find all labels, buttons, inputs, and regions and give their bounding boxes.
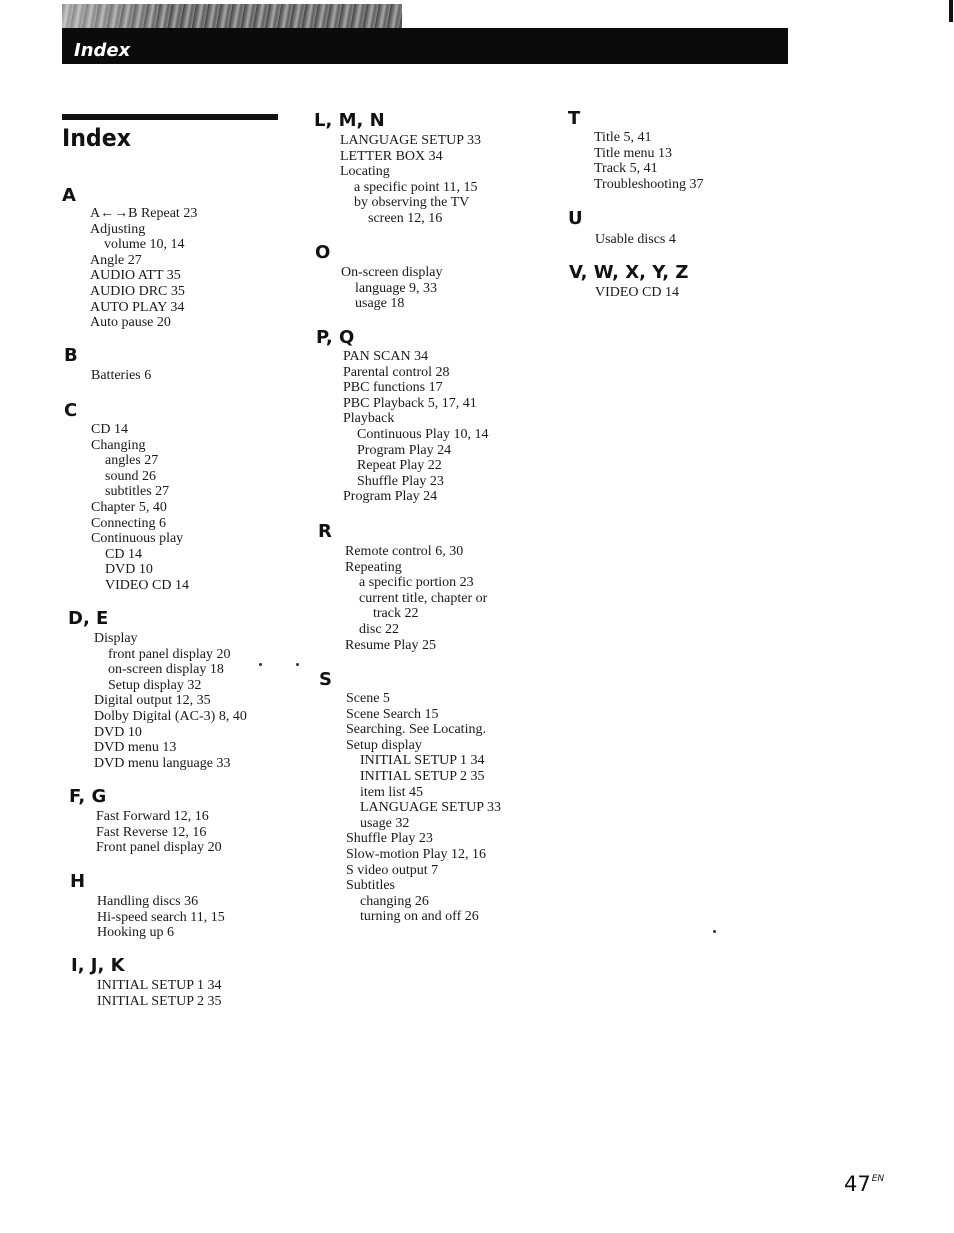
section-entries <box>340 133 481 227</box>
index-entry: A←→B Repeat 23 <box>90 206 198 221</box>
index-entry: usage 32 <box>360 815 410 831</box>
index-entry: CD 14 <box>91 422 128 437</box>
section-heading: I, J, K <box>71 955 125 976</box>
page-title: Index <box>62 124 131 152</box>
index-entry: item list 45 <box>360 784 423 800</box>
index-entry: Title 5, 41 <box>594 130 652 145</box>
index-entry: Troubleshooting 37 <box>594 176 704 192</box>
index-entry: Shuffle Play 23 <box>357 473 444 489</box>
index-entry: DVD menu language 33 <box>94 755 231 771</box>
index-entry: PAN SCAN 34 <box>343 349 429 364</box>
section-entries <box>91 368 151 384</box>
index-entry: INITIAL SETUP 1 34 <box>360 753 485 769</box>
index-entry: by observing the TV <box>354 195 470 211</box>
index-entry: LANGUAGE SETUP 33 <box>340 133 482 148</box>
index-entry: a specific point 11, 15 <box>354 179 478 195</box>
index-entry: Subtitles <box>346 878 396 894</box>
index-entry: Repeating <box>345 559 402 575</box>
index-entry: disc 22 <box>359 621 400 637</box>
section-entries <box>595 232 676 248</box>
index-entry: Parental control 28 <box>343 364 450 380</box>
section-heading: O <box>315 242 331 263</box>
section-entries <box>594 130 704 192</box>
scan-speck <box>296 663 299 666</box>
section-entries <box>94 631 247 771</box>
index-entry: Display <box>94 631 138 646</box>
index-entry: VIDEO CD 14 <box>105 577 189 593</box>
section-heading: C <box>64 400 78 421</box>
index-entry: INITIAL SETUP 2 35 <box>97 993 222 1009</box>
index-entry: current title, chapter or <box>359 590 488 606</box>
index-entry: Title menu 13 <box>594 145 673 161</box>
index-entry: Front panel display 20 <box>96 840 222 856</box>
index-entry: Setup display <box>346 737 422 753</box>
index-entry: LETTER BOX 34 <box>340 148 443 164</box>
index-entry: AUDIO DRC 35 <box>90 283 185 299</box>
index-entry: DVD menu 13 <box>94 740 177 756</box>
index-entry: sound 26 <box>105 468 156 484</box>
index-entry: Handling discs 36 <box>97 894 199 909</box>
index-entry: DVD 10 <box>105 562 153 578</box>
index-entry: Shuffle Play 23 <box>346 831 433 847</box>
section-heading: D, E <box>68 608 109 629</box>
index-entry: Auto pause 20 <box>90 315 171 331</box>
index-entry: Usable discs 4 <box>595 232 676 247</box>
section-entries <box>97 978 222 1009</box>
page-number-value: 47 <box>844 1172 871 1196</box>
section-entries <box>341 265 442 312</box>
index-entry: Searching. See Locating. <box>346 722 486 738</box>
section-heading: S <box>319 669 332 690</box>
header-bar <box>62 28 788 64</box>
index-entry: Scene 5 <box>346 691 390 706</box>
index-entry: Program Play 24 <box>357 442 452 458</box>
index-entry: volume 10, 14 <box>104 237 185 253</box>
index-entry: angles 27 <box>105 453 159 469</box>
index-entry: INITIAL SETUP 1 34 <box>97 978 222 993</box>
header-label: Index <box>74 40 131 61</box>
index-entry: AUTO PLAY 34 <box>90 299 185 315</box>
index-entry: INITIAL SETUP 2 35 <box>360 768 485 784</box>
section-entries <box>343 349 488 505</box>
index-entry: Chapter 5, 40 <box>91 499 167 515</box>
index-entry: DVD 10 <box>94 724 142 740</box>
section-heading: U <box>568 208 583 229</box>
index-entry: Slow-motion Play 12, 16 <box>346 846 487 862</box>
index-entry: On-screen display <box>341 265 443 280</box>
index-entry: Changing <box>91 437 146 453</box>
index-entry: PBC Playback 5, 17, 41 <box>343 395 477 411</box>
section-heading: V, W, X, Y, Z <box>569 262 689 283</box>
index-entry: Scene Search 15 <box>346 706 439 722</box>
index-entry: Track 5, 41 <box>594 161 658 177</box>
section-heading: L, M, N <box>314 110 385 131</box>
scan-speck <box>713 930 716 933</box>
index-entry: Continuous play <box>91 531 184 547</box>
index-entry: Locating <box>340 164 390 180</box>
index-entry: Playback <box>343 411 395 427</box>
index-entry: Hi-speed search 11, 15 <box>97 909 225 925</box>
index-entry: Program Play 24 <box>343 489 438 505</box>
section-heading: B <box>64 345 78 366</box>
section-heading: F, G <box>69 786 107 807</box>
section-entries <box>91 422 189 594</box>
index-entry: changing 26 <box>360 893 429 909</box>
index-entry: front panel display 20 <box>108 646 231 662</box>
index-entry: Repeat Play 22 <box>357 458 442 474</box>
section-entries <box>97 894 225 941</box>
index-entry: AUDIO ATT 35 <box>90 268 181 284</box>
index-entry: Hooking up 6 <box>97 925 174 941</box>
index-entry: Continuous Play 10, 14 <box>357 426 489 442</box>
section-heading: T <box>568 108 581 129</box>
index-entry: Connecting 6 <box>91 515 167 531</box>
page-number-suffix: EN <box>871 1174 885 1184</box>
index-entry: VIDEO CD 14 <box>595 285 679 300</box>
index-entry: turning on and off 26 <box>360 909 479 925</box>
index-entry: Batteries 6 <box>91 368 152 383</box>
index-entry: Remote control 6, 30 <box>345 544 464 559</box>
header-texture <box>62 4 402 30</box>
section-entries <box>346 691 501 925</box>
index-entry: PBC functions 17 <box>343 380 443 396</box>
index-entry: on-screen display 18 <box>108 662 224 678</box>
section-heading: H <box>70 871 86 892</box>
index-entry: usage 18 <box>355 296 405 312</box>
title-rule <box>62 114 278 120</box>
section-heading: R <box>318 521 332 542</box>
index-entry: language 9, 33 <box>355 280 438 296</box>
index-entry: Dolby Digital (AC-3) 8, 40 <box>94 708 247 724</box>
index-entry: Fast Reverse 12, 16 <box>96 824 207 840</box>
section-entries <box>90 206 197 331</box>
index-entry: Digital output 12, 35 <box>94 693 211 709</box>
section-entries <box>96 809 222 856</box>
index-entry: Fast Forward 12, 16 <box>96 809 209 824</box>
index-entry: Angle 27 <box>90 252 142 268</box>
page-edge-mark <box>949 0 953 22</box>
index-entry: track 22 <box>373 606 419 622</box>
index-entry: Resume Play 25 <box>345 637 436 653</box>
index-entry: screen 12, 16 <box>368 210 443 226</box>
index-entry: a specific portion 23 <box>359 575 474 591</box>
index-entry: Setup display 32 <box>108 677 202 693</box>
index-entry: LANGUAGE SETUP 33 <box>360 800 502 816</box>
index-entry: S video output 7 <box>346 862 439 878</box>
section-heading: P, Q <box>316 327 355 348</box>
section-entries <box>345 544 487 653</box>
scan-speck <box>259 663 262 666</box>
index-entry: CD 14 <box>105 546 142 562</box>
section-heading: A <box>62 185 76 206</box>
index-entry: subtitles 27 <box>105 484 170 500</box>
index-entry: Adjusting <box>90 221 146 237</box>
section-entries <box>595 285 679 301</box>
page-number <box>844 1172 884 1196</box>
